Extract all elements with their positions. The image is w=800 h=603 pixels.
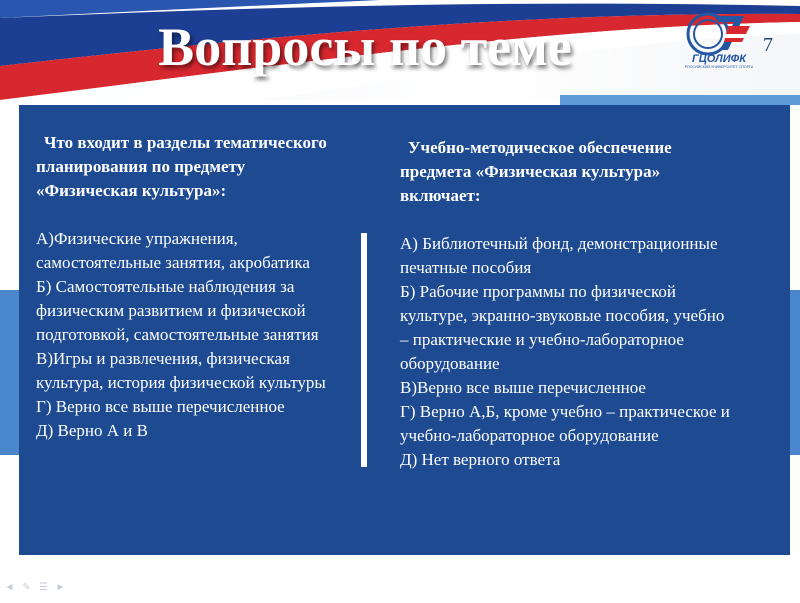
left-option-a: А)Физические упражнения, самостоятельные занятия, акробатика	[36, 229, 310, 272]
column-divider	[361, 233, 367, 467]
logo-text: ГЦОЛИФК	[691, 53, 747, 65]
slide-header	[0, 0, 800, 100]
right-option-a: А) Библиотечный фонд, демонстрационные печатные пособия	[400, 234, 718, 277]
right-option-d: Г) Верно А,Б, кроме учебно – практическое и учебно-лабораторное оборудование	[400, 402, 730, 445]
left-options-list	[36, 227, 351, 443]
right-option-c: В)Верно все выше перечисленное	[400, 378, 646, 397]
left-question-text	[36, 131, 351, 203]
accent-tab	[560, 95, 800, 105]
right-options-list	[400, 232, 735, 472]
logo-emblem-icon	[684, 10, 754, 70]
right-option-b: Б) Рабочие программы по физической культуре, экранно-звуковые пособия, учебно – практические и учебно-лабораторное оборудование	[400, 282, 725, 373]
left-question-label: Что входит в разделы тематического планирования по предмету «Физическая культура»:	[36, 133, 327, 200]
slideshow-nav	[4, 582, 66, 593]
left-question-block	[36, 131, 351, 443]
menu-icon[interactable]: ☰	[39, 582, 48, 593]
slide-number: 7	[763, 34, 773, 56]
right-question-block	[400, 136, 735, 472]
right-question-text	[400, 136, 735, 208]
left-option-b: Б) Самостоятельные наблюдения за физическим развитием и физической подготовкой, самостоятельные занятия	[36, 277, 319, 344]
pen-icon[interactable]: ✎	[22, 582, 31, 593]
right-option-e: Д) Нет верного ответа	[400, 450, 561, 469]
slide-title: Вопросы по теме	[158, 17, 572, 77]
left-option-c: В)Игры и развлечения, физическая культура, история физической культуры	[36, 349, 326, 392]
university-logo	[684, 10, 754, 70]
logo-subtext: РОССИЙСКИЙ УНИВЕРСИТЕТ СПОРТА	[684, 65, 754, 69]
arrow-left-icon[interactable]: ◄	[4, 582, 15, 593]
left-option-e: Д) Верно А и В	[36, 421, 148, 440]
right-question-label: Учебно-методическое обеспечение предмета «Физическая культура» включает:	[400, 138, 672, 205]
arrow-right-icon[interactable]: ►	[55, 582, 66, 593]
left-option-d: Г) Верно все выше перечисленное	[36, 397, 285, 416]
